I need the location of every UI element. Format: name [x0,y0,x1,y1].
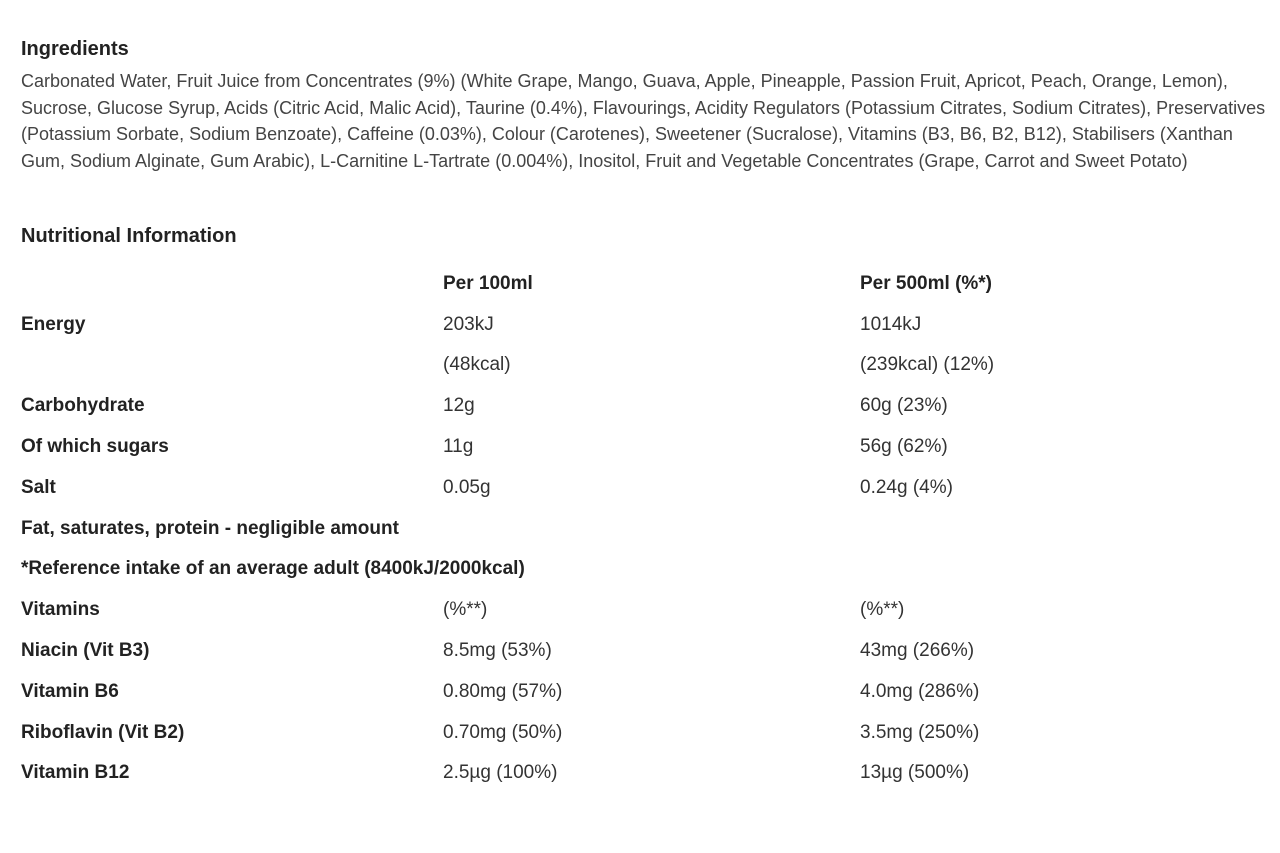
reference-note-row [21,549,1260,590]
vitamin-per-500ml: 13µg (500%) [860,762,970,784]
table-row [21,712,1260,753]
vitamins-per-100ml-header: (%**) [443,599,488,621]
vitamin-per-500ml: 3.5mg (250%) [860,721,980,743]
row-per-100ml: 203kJ [443,313,494,335]
row-label: Salt [21,476,56,498]
row-per-100ml: 0.05g [443,476,491,498]
row-per-500ml: 1014kJ [860,313,922,335]
row-per-500ml: (239kcal) (12%) [860,354,995,376]
row-per-500ml: 60g (23%) [860,395,948,417]
row-per-500ml: 0.24g (4%) [860,476,953,498]
vitamin-per-100ml: 2.5µg (100%) [443,762,558,784]
vitamin-per-100ml: 8.5mg (53%) [443,639,552,661]
vitamins-header-row [21,590,1260,631]
vitamins-label: Vitamins [21,599,100,621]
row-label [21,345,443,386]
negligible-note: Fat, saturates, protein - negligible amount [21,517,399,539]
reference-intake-note: *Reference intake of an average adult (8400kJ/2000kcal) [21,558,525,580]
vitamin-label: Vitamin B12 [21,762,130,784]
vitamin-label: Vitamin B6 [21,680,119,702]
vitamin-per-500ml: 43mg (266%) [860,639,975,661]
header-per-500ml: Per 500ml (%*) [860,272,993,294]
ingredients-text: Carbonated Water, Fruit Juice from Concentrates (9%) (White Grape, Mango, Guava, Apple, Pineapple, Passion Fruit, Apricot, Peach, Orange, Lemon), Sucrose, Glucose Syrup, Acids (Citric Acid, Malic Acid), Taurine (0.4%), Flavourings, Acidity Regulators (Potassium Citrates, Sodium Citrates), Preservatives (Potassium Sorbate, Sodium Benzoate), Caffeine (0.03%), Colour (Carotenes), Sweetener (Sucralose), Vitamins (B3, B6, B2, B12), Stabilisers (Xanthan Gum, Sodium Alginate, Gum Arabic), L-Carnitine L-Tartrate (0.004%), Inositol, Fruit and Vegetable Concentrates (Grape, Carrot and Sweet Potato) [21,71,1266,171]
ingredients-heading: Ingredients [21,38,129,60]
row-label: Of which sugars [21,435,169,457]
row-label: Carbohydrate [21,395,145,417]
table-row [21,345,1260,386]
table-row [21,427,1260,468]
vitamin-per-100ml: 0.70mg (50%) [443,721,563,743]
negligible-note-row [21,508,1260,549]
table-row [21,631,1260,672]
row-per-100ml: (48kcal) [443,354,511,376]
table-row [21,753,1260,794]
nutrition-header-row [21,263,1260,304]
header-label [21,263,443,304]
vitamin-label: Niacin (Vit B3) [21,639,150,661]
table-row [21,671,1260,712]
nutrition-table [21,263,1260,793]
vitamin-per-500ml: 4.0mg (286%) [860,680,980,702]
table-row [21,386,1260,427]
row-per-100ml: 12g [443,395,475,417]
row-per-100ml: 11g [443,435,474,457]
vitamin-label: Riboflavin (Vit B2) [21,721,185,743]
header-per-100ml: Per 100ml [443,272,533,294]
vitamins-per-500ml-header: (%**) [860,599,905,621]
nutrition-heading: Nutritional Information [21,225,237,248]
product-info-panel [21,36,1266,794]
row-label: Energy [21,313,86,335]
vitamin-per-100ml: 0.80mg (57%) [443,680,563,702]
table-row [21,467,1260,508]
row-per-500ml: 56g (62%) [860,435,948,457]
table-row [21,304,1260,345]
